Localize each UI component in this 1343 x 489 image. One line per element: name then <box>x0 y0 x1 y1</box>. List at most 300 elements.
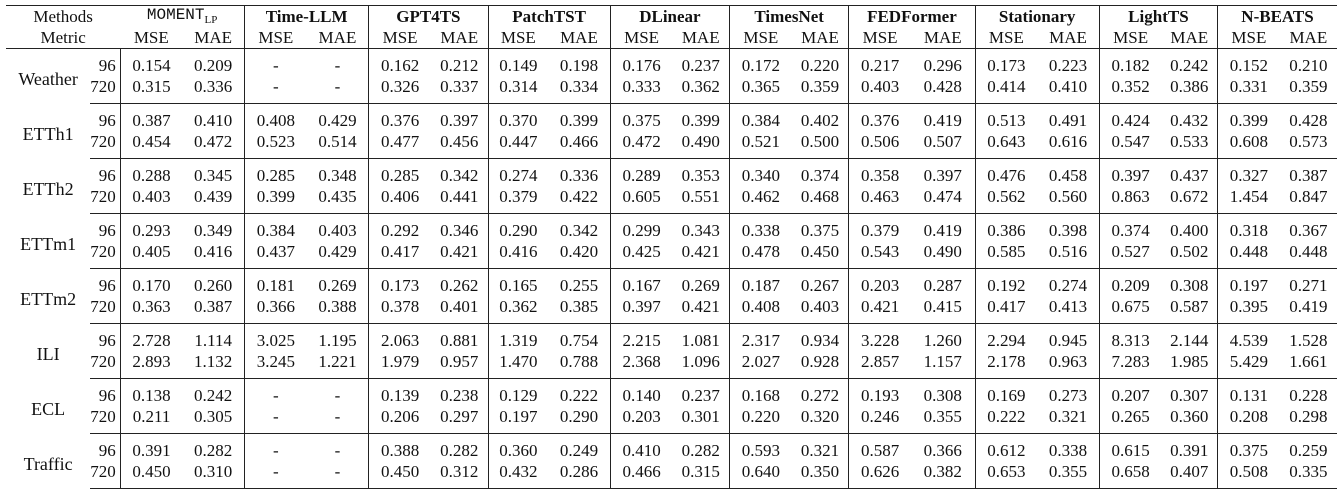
value-cell: 0.508 <box>1218 461 1280 489</box>
value-cell: 4.539 <box>1218 324 1280 352</box>
value-cell: - <box>307 406 369 434</box>
value-cell: 1.319 <box>488 324 548 352</box>
value-cell: 0.429 <box>307 241 369 269</box>
value-cell: 0.612 <box>975 434 1037 462</box>
value-cell: 0.192 <box>975 269 1037 297</box>
value-cell: 0.249 <box>559 440 599 460</box>
value-cell: 0.450 <box>792 241 849 269</box>
value-cell: 0.211 <box>120 406 182 434</box>
value-cell: 0.310 <box>182 461 244 489</box>
table-row <box>6 241 1337 269</box>
value-cell: 0.500 <box>792 131 849 159</box>
value-cell: 0.437 <box>245 241 307 269</box>
value-cell: 0.429 <box>318 110 357 130</box>
value-cell: 0.414 <box>975 76 1037 104</box>
value-cell: 0.397 <box>440 110 479 130</box>
method-header-stationary: Stationary <box>975 6 1099 28</box>
value-cell: 0.399 <box>559 110 599 130</box>
value-cell: 0.176 <box>610 49 672 77</box>
value-cell: 0.355 <box>1037 461 1099 489</box>
value-cell: 0.197 <box>488 406 548 434</box>
value-cell: 0.210 <box>1289 55 1328 75</box>
value-cell: 1.260 <box>923 330 962 350</box>
value-cell: 0.415 <box>911 296 975 324</box>
value-cell: 0.658 <box>1099 461 1161 489</box>
horizon-label: 96 <box>98 330 116 350</box>
value-cell: 0.222 <box>559 385 599 405</box>
value-cell: 0.397 <box>610 296 672 324</box>
value-cell: 0.228 <box>1289 385 1328 405</box>
value-cell: 0.468 <box>792 186 849 214</box>
value-cell: 0.169 <box>975 379 1037 407</box>
value-cell: 0.424 <box>1099 104 1161 132</box>
value-cell: 0.547 <box>1099 131 1161 159</box>
value-cell: 0.326 <box>369 76 431 104</box>
value-cell: 0.421 <box>849 296 911 324</box>
value-cell: 0.208 <box>1218 406 1280 434</box>
table-row <box>6 131 1337 159</box>
value-cell: 0.399 <box>1218 104 1280 132</box>
value-cell: 0.206 <box>369 406 431 434</box>
value-cell: 0.237 <box>681 385 720 405</box>
table-row <box>6 434 1337 462</box>
value-cell: 0.428 <box>1289 110 1328 130</box>
value-cell: 0.400 <box>1170 220 1209 240</box>
method-header-dlinear: DLinear <box>610 6 729 28</box>
value-cell: 0.269 <box>681 275 720 295</box>
value-cell: 0.173 <box>975 49 1037 77</box>
value-cell: 0.340 <box>730 159 792 187</box>
value-cell: 0.391 <box>1170 440 1209 460</box>
value-cell: 0.282 <box>681 440 720 460</box>
value-cell: 0.402 <box>800 110 840 130</box>
table-row <box>6 461 1337 489</box>
dataset-label: ETTm2 <box>20 288 77 309</box>
value-cell: 0.421 <box>672 241 729 269</box>
value-cell: 2.294 <box>975 324 1037 352</box>
value-cell: 1.195 <box>318 330 357 350</box>
table-row <box>6 186 1337 214</box>
value-cell: 0.321 <box>800 440 840 460</box>
value-cell: 0.336 <box>182 76 244 104</box>
value-cell: 1.661 <box>1280 351 1337 379</box>
value-cell: 0.608 <box>1218 131 1280 159</box>
results-table <box>6 5 1337 489</box>
metric-header-mse: MSE <box>1099 27 1161 49</box>
value-cell: 0.432 <box>488 461 548 489</box>
value-cell: 0.321 <box>1037 406 1099 434</box>
value-cell: 0.416 <box>488 241 548 269</box>
value-cell: 0.355 <box>911 406 975 434</box>
dataset-label: ILI <box>36 343 60 364</box>
value-cell: 0.490 <box>911 241 975 269</box>
table-row <box>6 379 1337 407</box>
value-cell: 0.382 <box>911 461 975 489</box>
value-cell: 0.403 <box>120 186 182 214</box>
value-cell: 0.149 <box>488 49 548 77</box>
value-cell: 5.429 <box>1218 351 1280 379</box>
value-cell: 0.403 <box>792 296 849 324</box>
value-cell: 0.242 <box>194 385 233 405</box>
value-cell: 0.297 <box>431 406 488 434</box>
value-cell: 0.387 <box>1289 165 1328 185</box>
value-cell: 0.754 <box>559 330 599 350</box>
value-cell: 2.728 <box>120 324 182 352</box>
value-cell: 0.289 <box>610 159 672 187</box>
horizon-label: 720 <box>90 186 120 214</box>
dataset-label: ECL <box>31 398 66 419</box>
value-cell: 0.406 <box>369 186 431 214</box>
dataset-label: Traffic <box>23 453 73 474</box>
value-cell: 0.437 <box>1170 165 1209 185</box>
value-cell: 2.368 <box>610 351 672 379</box>
value-cell: 0.417 <box>369 241 431 269</box>
value-cell: 0.458 <box>1048 165 1088 185</box>
value-cell: 0.238 <box>440 385 479 405</box>
value-cell: 3.228 <box>849 324 911 352</box>
metric-header-mse: MSE <box>120 27 182 49</box>
value-cell: 0.197 <box>1218 269 1280 297</box>
value-cell: - <box>245 49 307 77</box>
value-cell: 0.353 <box>681 165 720 185</box>
results-table-container <box>6 5 1337 489</box>
value-cell: 0.506 <box>849 131 911 159</box>
value-cell: 0.290 <box>548 406 610 434</box>
value-cell: 0.379 <box>488 186 548 214</box>
value-cell: 0.363 <box>120 296 182 324</box>
value-cell: 0.507 <box>911 131 975 159</box>
value-cell: 2.144 <box>1170 330 1209 350</box>
dataset-label: ETTh1 <box>22 123 74 144</box>
value-cell: 0.387 <box>182 296 244 324</box>
value-cell: - <box>245 406 307 434</box>
horizon-label: 720 <box>90 131 120 159</box>
value-cell: 0.421 <box>672 296 729 324</box>
dataset-label: Weather <box>18 68 78 89</box>
table-row <box>6 269 1337 297</box>
value-cell: 0.212 <box>440 55 479 75</box>
value-cell: 0.788 <box>548 351 610 379</box>
value-cell: 0.223 <box>1048 55 1088 75</box>
value-cell: 0.274 <box>1048 275 1088 295</box>
value-cell: 0.198 <box>559 55 599 75</box>
value-cell: 0.374 <box>800 165 840 185</box>
value-cell: 0.375 <box>1218 434 1280 462</box>
value-cell: 0.362 <box>488 296 548 324</box>
value-cell: 0.378 <box>369 296 431 324</box>
horizon-label: 720 <box>90 296 120 324</box>
value-cell: 0.422 <box>548 186 610 214</box>
value-cell: 0.315 <box>120 76 182 104</box>
value-cell: 0.397 <box>1099 159 1161 187</box>
method-header-row <box>6 6 1337 28</box>
metric-header-mse: MSE <box>849 27 911 49</box>
value-cell: 2.178 <box>975 351 1037 379</box>
metric-header-mae: MAE <box>792 27 849 49</box>
value-cell: 0.419 <box>923 110 962 130</box>
value-cell: 0.285 <box>369 159 431 187</box>
value-cell: 0.242 <box>1170 55 1209 75</box>
value-cell: 3.025 <box>245 324 307 352</box>
value-cell: 0.417 <box>975 296 1037 324</box>
value-cell: 0.643 <box>975 131 1037 159</box>
value-cell: 0.138 <box>120 379 182 407</box>
method-header-lightts: LightTS <box>1099 6 1217 28</box>
value-cell: 0.338 <box>730 214 792 242</box>
value-cell: 0.384 <box>730 104 792 132</box>
value-cell: 0.260 <box>194 275 233 295</box>
value-cell: 0.672 <box>1161 186 1217 214</box>
value-cell: 0.318 <box>1218 214 1280 242</box>
value-cell: 0.514 <box>307 131 369 159</box>
value-cell: 0.308 <box>1170 275 1209 295</box>
value-cell: 0.209 <box>194 55 233 75</box>
value-cell: 0.290 <box>488 214 548 242</box>
metric-header-mse: MSE <box>245 27 307 49</box>
value-cell: 0.360 <box>488 434 548 462</box>
value-cell: 0.384 <box>245 214 307 242</box>
value-cell: - <box>334 385 341 405</box>
value-cell: 0.375 <box>610 104 672 132</box>
value-cell: 0.456 <box>431 131 488 159</box>
value-cell: 0.450 <box>369 461 431 489</box>
value-cell: 0.267 <box>800 275 840 295</box>
value-cell: 0.491 <box>1048 110 1088 130</box>
metric-header-mse: MSE <box>1218 27 1280 49</box>
value-cell: 0.285 <box>245 159 307 187</box>
value-cell: 0.448 <box>1280 241 1337 269</box>
table-row <box>6 296 1337 324</box>
value-cell: 0.379 <box>849 214 911 242</box>
value-cell: 0.152 <box>1218 49 1280 77</box>
value-cell: 0.466 <box>610 461 672 489</box>
value-cell: 0.477 <box>369 131 431 159</box>
value-cell: 0.265 <box>1099 406 1161 434</box>
value-cell: 0.367 <box>1289 220 1328 240</box>
value-cell: 0.168 <box>730 379 792 407</box>
method-header-patchtst: PatchTST <box>488 6 610 28</box>
horizon-label: 720 <box>90 461 120 489</box>
metric-header-mae: MAE <box>307 27 369 49</box>
value-cell: 0.420 <box>548 241 610 269</box>
value-cell: 0.513 <box>975 104 1037 132</box>
value-cell: 0.269 <box>318 275 357 295</box>
value-cell: 0.349 <box>194 220 233 240</box>
value-cell: 0.435 <box>307 186 369 214</box>
value-cell: 0.305 <box>182 406 244 434</box>
value-cell: 0.359 <box>792 76 849 104</box>
value-cell: 0.405 <box>120 241 182 269</box>
value-cell: 0.410 <box>194 110 233 130</box>
value-cell: 0.585 <box>975 241 1037 269</box>
value-cell: 0.348 <box>318 165 357 185</box>
value-cell: 0.131 <box>1218 379 1280 407</box>
horizon-label: 96 <box>98 55 116 75</box>
value-cell: 0.359 <box>1280 76 1337 104</box>
value-cell: 0.193 <box>849 379 911 407</box>
value-cell: 0.640 <box>730 461 792 489</box>
metric-header-mae: MAE <box>1280 27 1337 49</box>
value-cell: 0.573 <box>1280 131 1337 159</box>
value-cell: 0.320 <box>792 406 849 434</box>
value-cell: 0.387 <box>120 104 182 132</box>
metric-header-mse: MSE <box>975 27 1037 49</box>
value-cell: 0.963 <box>1037 351 1099 379</box>
value-cell: 0.312 <box>431 461 488 489</box>
value-cell: 0.376 <box>369 104 431 132</box>
value-cell: 0.172 <box>730 49 792 77</box>
value-cell: - <box>245 434 307 462</box>
value-cell: 0.237 <box>681 55 720 75</box>
value-cell: 0.472 <box>182 131 244 159</box>
value-cell: 2.857 <box>849 351 911 379</box>
value-cell: 0.675 <box>1099 296 1161 324</box>
value-cell: 0.375 <box>800 220 840 240</box>
value-cell: 0.154 <box>120 49 182 77</box>
value-cell: 0.167 <box>610 269 672 297</box>
value-cell: 0.466 <box>548 131 610 159</box>
value-cell: 0.274 <box>488 159 548 187</box>
value-cell: 0.863 <box>1099 186 1161 214</box>
value-cell: 0.282 <box>440 440 479 460</box>
value-cell: 0.217 <box>849 49 911 77</box>
value-cell: 0.421 <box>431 241 488 269</box>
value-cell: 0.370 <box>488 104 548 132</box>
value-cell: 0.463 <box>849 186 911 214</box>
value-cell: 0.410 <box>1037 76 1099 104</box>
value-cell: 0.408 <box>730 296 792 324</box>
value-cell: 0.345 <box>194 165 233 185</box>
metric-header-mae: MAE <box>431 27 488 49</box>
value-cell: 0.308 <box>923 385 962 405</box>
value-cell: 0.207 <box>1099 379 1161 407</box>
value-cell: 0.337 <box>431 76 488 104</box>
value-cell: 0.523 <box>245 131 307 159</box>
value-cell: 0.388 <box>369 434 431 462</box>
value-cell: 0.386 <box>1161 76 1217 104</box>
value-cell: 0.616 <box>1037 131 1099 159</box>
value-cell: 1.470 <box>488 351 548 379</box>
value-cell: 0.307 <box>1170 385 1209 405</box>
value-cell: 0.403 <box>849 76 911 104</box>
value-cell: 0.271 <box>1289 275 1328 295</box>
value-cell: 0.342 <box>440 165 479 185</box>
value-cell: 0.432 <box>1170 110 1209 130</box>
value-cell: 0.881 <box>440 330 479 350</box>
value-cell: 0.335 <box>1280 461 1337 489</box>
horizon-label: 720 <box>90 406 120 434</box>
metric-header-mae: MAE <box>182 27 244 49</box>
value-cell: 0.203 <box>610 406 672 434</box>
value-cell: 0.388 <box>307 296 369 324</box>
value-cell: 0.327 <box>1218 159 1280 187</box>
horizon-label: 96 <box>98 165 116 185</box>
metric-header-mae: MAE <box>1161 27 1217 49</box>
value-cell: 0.334 <box>548 76 610 104</box>
value-cell: 0.282 <box>194 440 233 460</box>
metric-header-mse: MSE <box>369 27 431 49</box>
value-cell: - <box>307 461 369 489</box>
value-cell: - <box>307 76 369 104</box>
value-cell: 0.472 <box>610 131 672 159</box>
metric-header-mse: MSE <box>610 27 672 49</box>
metric-header-mae: MAE <box>1037 27 1099 49</box>
value-cell: 0.474 <box>911 186 975 214</box>
value-cell: 0.220 <box>730 406 792 434</box>
value-cell: 0.209 <box>1099 269 1161 297</box>
value-cell: 1.081 <box>681 330 720 350</box>
table-row <box>6 214 1337 242</box>
value-cell: 1.157 <box>911 351 975 379</box>
value-cell: 0.358 <box>849 159 911 187</box>
value-cell: 0.203 <box>849 269 911 297</box>
method-header-timesnet: TimesNet <box>730 6 849 28</box>
value-cell: 2.063 <box>369 324 431 352</box>
method-header-gpt4ts: GPT4TS <box>369 6 488 28</box>
value-cell: 0.165 <box>488 269 548 297</box>
value-cell: 0.945 <box>1048 330 1088 350</box>
value-cell: 1.985 <box>1161 351 1217 379</box>
value-cell: 1.979 <box>369 351 431 379</box>
value-cell: 0.182 <box>1099 49 1161 77</box>
value-cell: 0.343 <box>681 220 720 240</box>
value-cell: 0.454 <box>120 131 182 159</box>
value-cell: 0.140 <box>610 379 672 407</box>
value-cell: - <box>245 461 307 489</box>
value-cell: 0.502 <box>1161 241 1217 269</box>
value-cell: 0.366 <box>245 296 307 324</box>
value-cell: 0.653 <box>975 461 1037 489</box>
table-row <box>6 324 1337 352</box>
value-cell: 0.376 <box>849 104 911 132</box>
methods-label: Methods <box>6 6 120 28</box>
value-cell: 0.346 <box>440 220 479 240</box>
value-cell: 0.298 <box>1280 406 1337 434</box>
value-cell: 0.562 <box>975 186 1037 214</box>
value-cell: 1.114 <box>194 330 232 350</box>
results-body <box>6 49 1337 489</box>
value-cell: 0.478 <box>730 241 792 269</box>
value-cell: 0.385 <box>548 296 610 324</box>
value-cell: 0.139 <box>369 379 431 407</box>
value-cell: 0.416 <box>182 241 244 269</box>
value-cell: 0.246 <box>849 406 911 434</box>
horizon-label: 96 <box>98 110 116 130</box>
dataset-label: ETTh2 <box>22 178 74 199</box>
value-cell: - <box>245 76 307 104</box>
value-cell: 1.454 <box>1218 186 1280 214</box>
metric-header-row <box>6 27 1337 49</box>
value-cell: 0.262 <box>440 275 479 295</box>
value-cell: 0.957 <box>431 351 488 379</box>
value-cell: 0.490 <box>672 131 729 159</box>
horizon-label: 96 <box>98 220 116 240</box>
value-cell: 0.288 <box>120 159 182 187</box>
value-cell: 0.395 <box>1218 296 1280 324</box>
value-cell: 1.096 <box>672 351 729 379</box>
value-cell: 0.533 <box>1161 131 1217 159</box>
value-cell: 0.847 <box>1280 186 1337 214</box>
value-cell: 0.516 <box>1037 241 1099 269</box>
value-cell: 0.391 <box>120 434 182 462</box>
value-cell: 0.338 <box>1048 440 1088 460</box>
value-cell: 0.287 <box>923 275 962 295</box>
value-cell: 0.448 <box>1218 241 1280 269</box>
metric-header-mae: MAE <box>548 27 610 49</box>
metric-header-mae: MAE <box>672 27 729 49</box>
value-cell: 0.301 <box>672 406 729 434</box>
value-cell: 0.222 <box>975 406 1037 434</box>
